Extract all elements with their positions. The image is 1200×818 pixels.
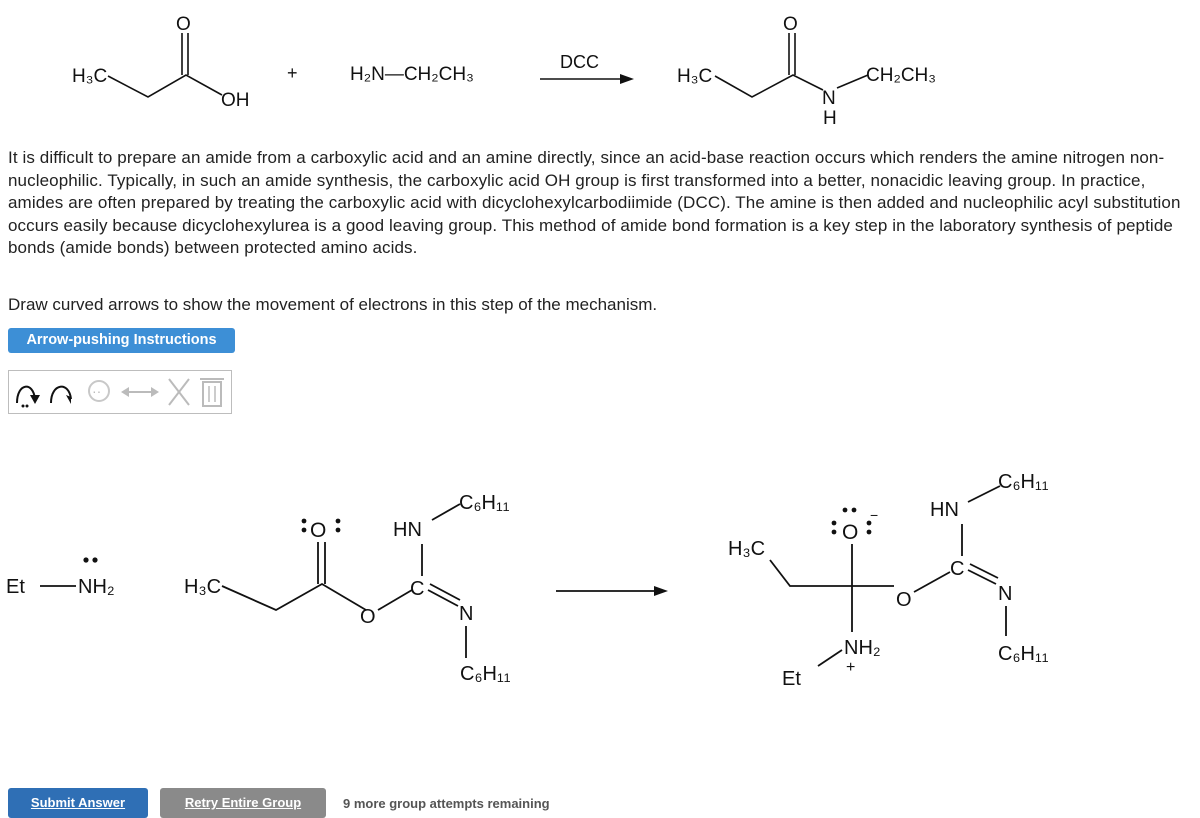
minus-charge: − [870,507,879,523]
drawing-toolbar [8,370,232,414]
tet-oxygen-minus: O [842,521,859,544]
question-paragraph: It is difficult to prepare an amide from a carboxylic acid and an amine directly, since an acid-base reaction occurs which renders the amine nitrogen non-nucleophilic. Typically, in such an amide synthesis, the carboxylic acid OH group is first transformed into a better, nonacidic leaving group. In practice, amides are often prepared by treating the carboxylic acid with dicyclohexylcarbodiimide (DCC). The amine is then added and nucleophilic acyl substitution occurs easily because dicyclohexylurea is a good leaving group. This method of amide bond formation is a key step in the laboratory synthesis of peptide bonds (amide bonds) between protected amino acids. [8,148,1181,257]
question-prompt: Draw curved arrows to show the movement of electrons in this step of the mechanism. [8,295,658,314]
acyl-methyl-label: H₃C [184,576,222,598]
svg-text:··: ·· [92,383,102,399]
resonance-arrow-tool[interactable] [117,373,161,409]
o-acylisourea [184,492,511,685]
submit-answer-button[interactable]: Submit Answer [8,788,148,818]
reagent-label: DCC [560,52,599,72]
carbonyl-oxygen: O [176,14,191,35]
nh2-label: NH₂ [78,576,115,598]
ethylamine-label: H₂N—CH₂CH₃ [350,64,474,85]
arrow-pushing-instructions-button[interactable]: Arrow-pushing Instructions [8,328,235,353]
ethyl-label: CH₂CH₃ [866,65,936,86]
acyl-c6h11-bottom: C₆H₁₁ [460,663,511,685]
acyl-c6h11-top: C₆H₁₁ [459,492,510,514]
lone-pair-dot [83,557,88,562]
et-label: Et [6,576,25,598]
tet-nh2-label: NH₂ [844,637,881,659]
retry-group-button[interactable]: Retry Entire Group [160,788,326,818]
product-methyl-label: H₃C [677,66,713,87]
ethylamine [6,557,115,598]
reaction-scheme-top [0,0,1200,135]
acyl-n-label: N [459,603,474,625]
half-arrow-tool[interactable] [45,373,79,409]
tet-ester-oxygen: O [896,589,912,611]
tet-methyl-label: H₃C [728,538,766,560]
amide-nitrogen: N [822,88,836,109]
propanoic-acid [72,14,250,111]
tetrahedral-intermediate [728,471,1049,690]
tet-c6h11-top: C₆H₁₁ [998,471,1049,493]
hydroxyl-label: OH [221,90,250,111]
plus-charge: + [846,659,856,676]
plus-sign: + [287,63,298,83]
methyl-label: H₃C [72,66,108,87]
amide-hydrogen: H [823,108,837,129]
acyl-c-label: C [410,578,425,600]
tet-hn-label: HN [930,499,959,521]
attempts-remaining: 9 more group attempts remaining [343,796,550,811]
lone-pair-dot [92,557,97,562]
reaction-arrow [540,52,634,84]
tet-et-label: Et [782,668,801,690]
amide-product [677,14,936,129]
acyl-hn-label: HN [393,519,422,541]
trash-icon[interactable] [197,373,227,409]
tet-c-label: C [950,558,965,580]
tet-c6h11-bottom: C₆H₁₁ [998,643,1049,665]
acyl-carbonyl-oxygen: O [310,519,327,542]
acyl-ester-oxygen: O [360,606,376,628]
product-carbonyl-oxygen: O [783,14,798,35]
delete-tool[interactable] [163,373,195,409]
mechanism-arrow [556,586,668,596]
lone-pair-tool[interactable] [81,373,117,409]
mechanism-canvas[interactable] [0,440,1200,700]
tet-n-label: N [998,583,1013,605]
full-arrow-tool[interactable] [11,373,45,409]
